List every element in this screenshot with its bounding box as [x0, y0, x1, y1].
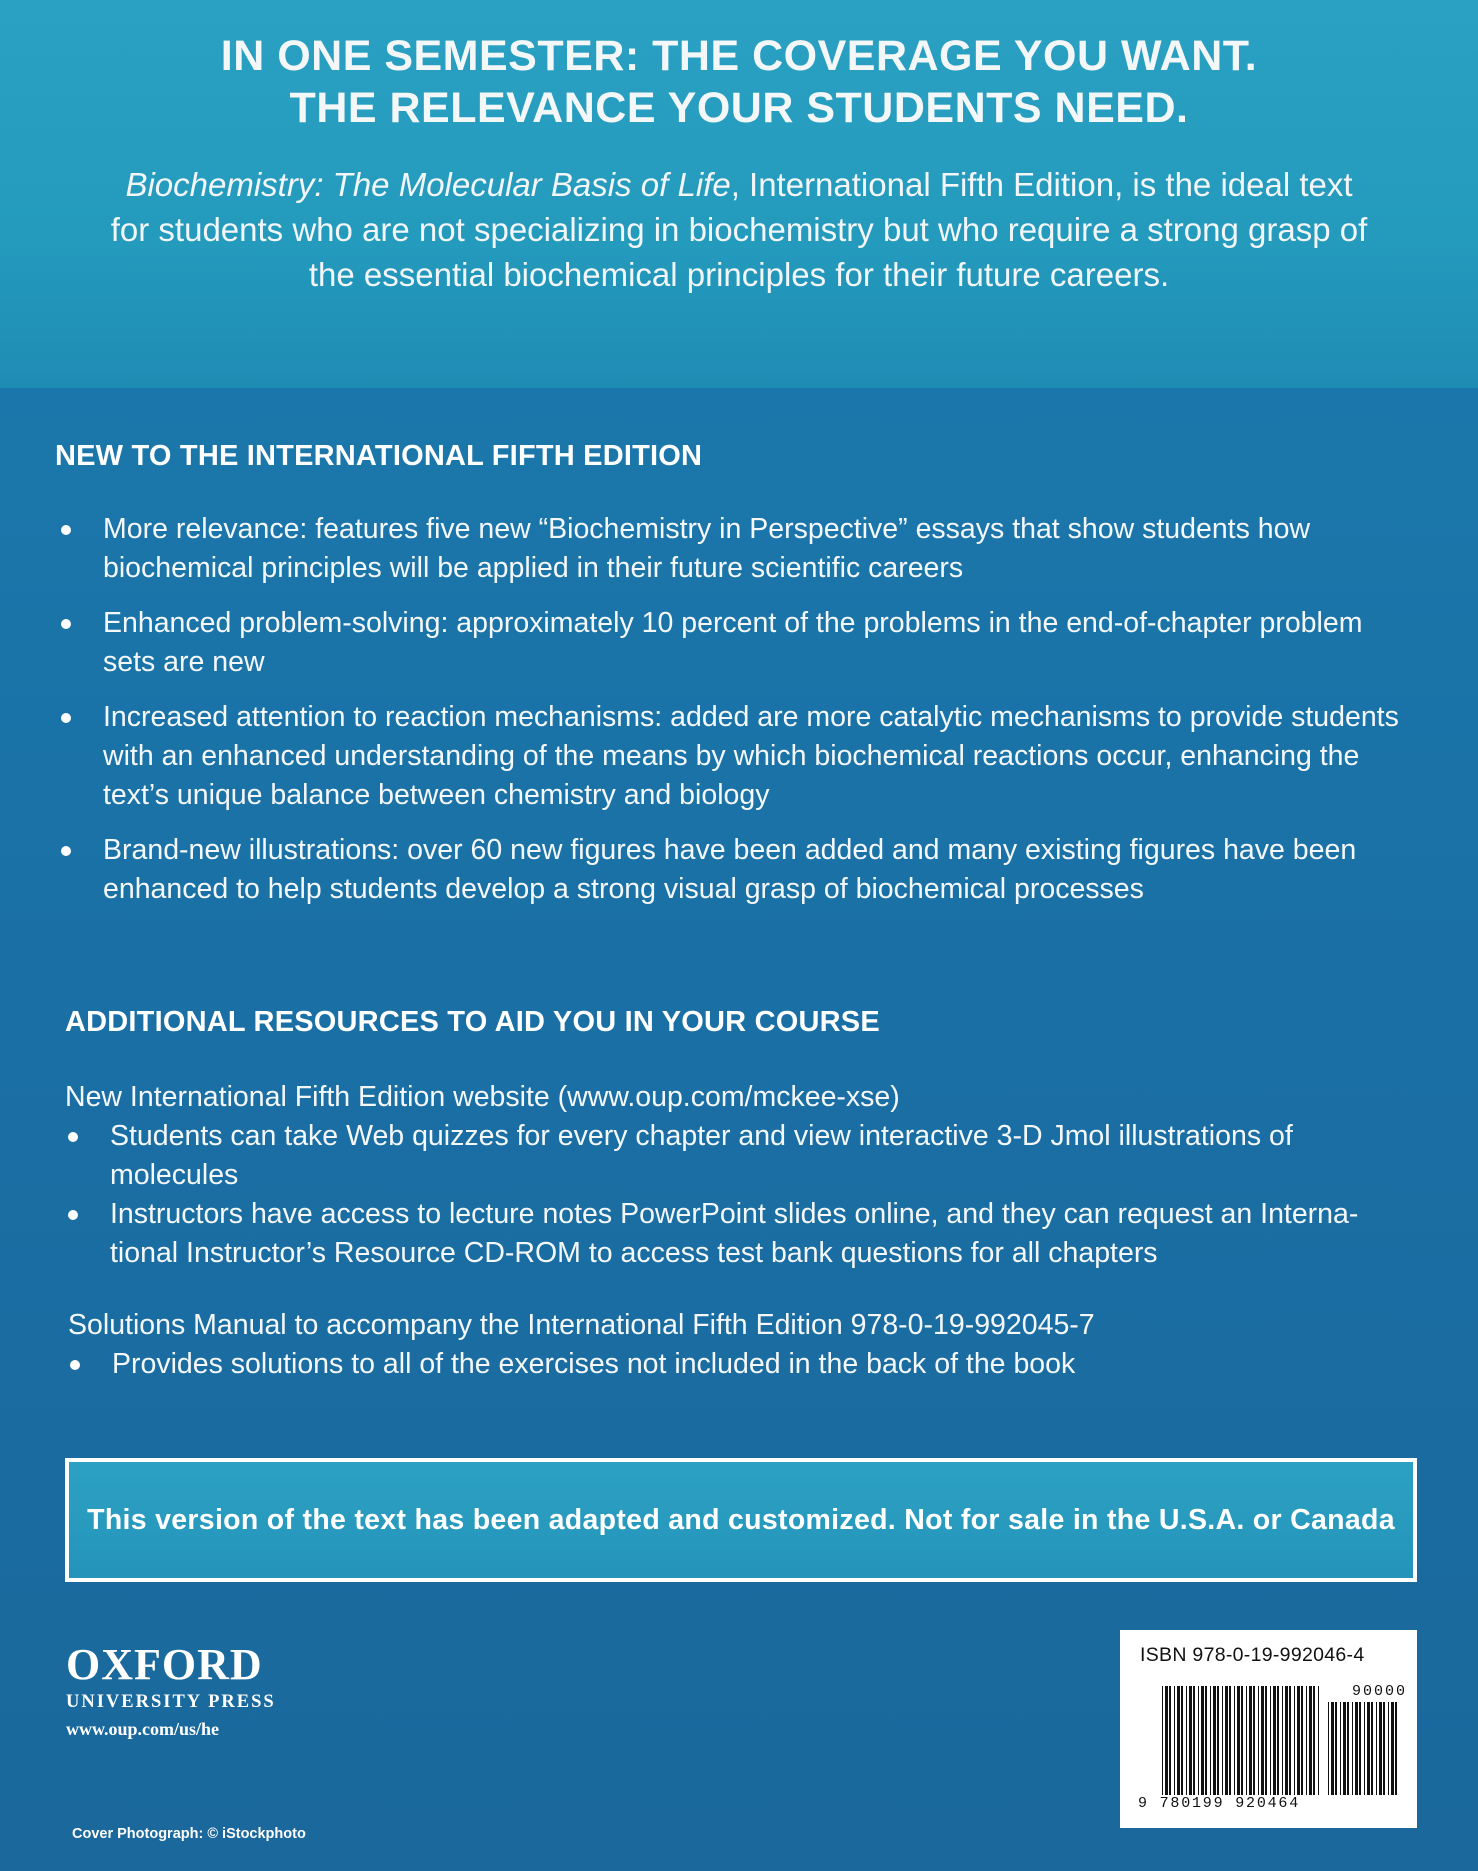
- addon-barcode: [1328, 1702, 1397, 1795]
- barcode-bar: [1229, 1686, 1231, 1795]
- barcode-bar: [1186, 1686, 1187, 1795]
- addon-number: 90000: [1351, 1683, 1407, 1700]
- barcode-bar: [1289, 1686, 1291, 1795]
- barcode-bar: [1379, 1702, 1382, 1795]
- barcode-bar: [1261, 1686, 1264, 1795]
- barcode-bar: [1331, 1702, 1334, 1795]
- publisher-logo: [66, 1642, 276, 1740]
- list-item: More relevance: features five new “Biochemistry in Perspective” essays that show students how biochemical principles will be applied in their future scientific careers: [55, 510, 1435, 588]
- barcode-bar: [1395, 1702, 1397, 1795]
- publisher-url: www.oup.com/us/he: [66, 1719, 220, 1739]
- new-edition-heading: NEW TO THE INTERNATIONAL FIFTH EDITION: [55, 440, 703, 472]
- barcode-bar: [1371, 1702, 1373, 1795]
- barcode-bar: [1265, 1686, 1267, 1795]
- barcode-bar: [1198, 1686, 1199, 1795]
- list-item: Brand-new illustrations: over 60 new figures have been added and many existing figures have been enhanced to help students develop a strong visual grasp of biochemical processes: [55, 831, 1435, 909]
- barcode-bar: [1313, 1686, 1315, 1795]
- barcode-bar: [1364, 1702, 1365, 1795]
- book-title: Biochemistry: The Molecular Basis of Life: [125, 166, 731, 203]
- barcode-bar: [1249, 1686, 1252, 1795]
- new-edition-list: [55, 510, 1435, 909]
- barcode-bar: [1225, 1686, 1228, 1795]
- barcode-bar: [1246, 1686, 1247, 1795]
- barcode-bar: [1359, 1702, 1361, 1795]
- barcode-bar: [1383, 1702, 1385, 1795]
- barcode-bar: [1352, 1702, 1353, 1795]
- barcode-bar: [1222, 1686, 1223, 1795]
- notice-box: [65, 1458, 1417, 1582]
- barcode-bar: [1309, 1686, 1312, 1795]
- publisher-subtitle: UNIVERSITY PRESS: [66, 1692, 276, 1712]
- barcode-bar: [1294, 1686, 1295, 1795]
- barcode-bar: [1241, 1686, 1243, 1795]
- barcode-bar: [1165, 1686, 1168, 1795]
- barcode-bar: [1301, 1686, 1303, 1795]
- barcode-bar: [1328, 1702, 1329, 1795]
- notice-text: This version of the text has been adapted and customized. Not for sale in the U.S.A. or Canada: [87, 1503, 1395, 1536]
- barcode-bar: [1193, 1686, 1195, 1795]
- barcode-bar: [1270, 1686, 1271, 1795]
- barcode-bar: [1174, 1686, 1175, 1795]
- isbn-label: ISBN 978-0-19-992046-4: [1140, 1644, 1365, 1666]
- barcode-bar: [1367, 1702, 1370, 1795]
- bullet-icon: [68, 1210, 78, 1220]
- list-item: Increased attention to reaction mechanisms: added are more catalytic mechanisms to provide students with an enhanced understanding of the means by which biochemical reactions occur, enhancing the text’s unique balance between chemistry and biology: [55, 698, 1435, 815]
- bullet-icon: [61, 713, 71, 723]
- barcode-bar: [1297, 1686, 1300, 1795]
- bullet-icon: [61, 525, 71, 535]
- website-line: New International Fifth Edition website (www.oup.com/mckee-xse): [65, 1081, 900, 1113]
- main-barcode: [1162, 1686, 1319, 1795]
- barcode-bar: [1282, 1686, 1283, 1795]
- headline-line-1: IN ONE SEMESTER: THE COVERAGE YOU WANT.: [220, 32, 1258, 80]
- headline: [0, 30, 1478, 134]
- barcode-bar: [1376, 1702, 1377, 1795]
- bullet-icon: [61, 619, 71, 629]
- intro-line-1: , International Fifth Edition, is the ideal text: [730, 166, 1353, 203]
- barcode-bar: [1340, 1702, 1341, 1795]
- headline-line-2: THE RELEVANCE YOUR STUDENTS NEED.: [289, 84, 1189, 132]
- barcode-bar: [1391, 1702, 1394, 1795]
- list-item: Instructors have access to lecture notes PowerPoint slides online, and they can request an Interna- tional Instructor’s Resource CD-ROM to access test bank questions for all chapters: [62, 1195, 1432, 1273]
- barcode-bar: [1237, 1686, 1240, 1795]
- publisher-name: OXFORD: [66, 1640, 263, 1689]
- barcode-bar: [1273, 1686, 1276, 1795]
- barcode-bar: [1285, 1686, 1288, 1795]
- barcode-bar: [1162, 1686, 1163, 1795]
- barcode-bar: [1205, 1686, 1207, 1795]
- barcode-bar: [1258, 1686, 1259, 1795]
- photo-credit: Cover Photograph: © iStockphoto: [72, 1826, 306, 1842]
- list-item: Students can take Web quizzes for every chapter and view interactive 3-D Jmol illustrations of molecules: [62, 1117, 1432, 1195]
- barcode-bar: [1388, 1702, 1389, 1795]
- bullet-icon: [68, 1132, 78, 1142]
- bullet-icon: [70, 1360, 80, 1370]
- barcode-bar: [1169, 1686, 1171, 1795]
- barcode-digits: 9 780199 920464: [1138, 1795, 1301, 1812]
- intro-line-2: for students who are not specializing in biochemistry but who require a strong grasp of: [110, 211, 1368, 248]
- bullet-icon: [61, 846, 71, 856]
- barcode-bar: [1253, 1686, 1255, 1795]
- barcode-bar: [1181, 1686, 1183, 1795]
- barcode-bar: [1355, 1702, 1358, 1795]
- barcode-bar: [1318, 1686, 1319, 1795]
- solutions-list: [64, 1345, 1424, 1384]
- intro-paragraph: [80, 162, 1398, 297]
- barcode-bar: [1189, 1686, 1192, 1795]
- intro-line-3: the essential biochemical principles for their future careers.: [308, 256, 1170, 293]
- barcode-bar: [1234, 1686, 1235, 1795]
- barcode-bar: [1177, 1686, 1180, 1795]
- barcode-box: [1120, 1630, 1417, 1828]
- barcode-bar: [1306, 1686, 1307, 1795]
- list-item: Provides solutions to all of the exercises not included in the back of the book: [64, 1345, 1424, 1384]
- list-item: Enhanced problem-solving: approximately 10 percent of the problems in the end-of-chapter problem sets are new: [55, 604, 1435, 682]
- barcode-bar: [1213, 1686, 1216, 1795]
- solutions-line: Solutions Manual to accompany the International Fifth Edition 978-0-19-992045-7: [68, 1309, 1095, 1341]
- barcode-bar: [1201, 1686, 1204, 1795]
- barcode-bar: [1217, 1686, 1219, 1795]
- barcode-bar: [1210, 1686, 1211, 1795]
- barcode-bar: [1277, 1686, 1279, 1795]
- resources-heading: ADDITIONAL RESOURCES TO AID YOU IN YOUR COURSE: [65, 1006, 880, 1038]
- barcode-bar: [1343, 1702, 1346, 1795]
- website-list: [62, 1117, 1432, 1273]
- barcode-bar: [1335, 1702, 1337, 1795]
- barcode-bar: [1347, 1702, 1349, 1795]
